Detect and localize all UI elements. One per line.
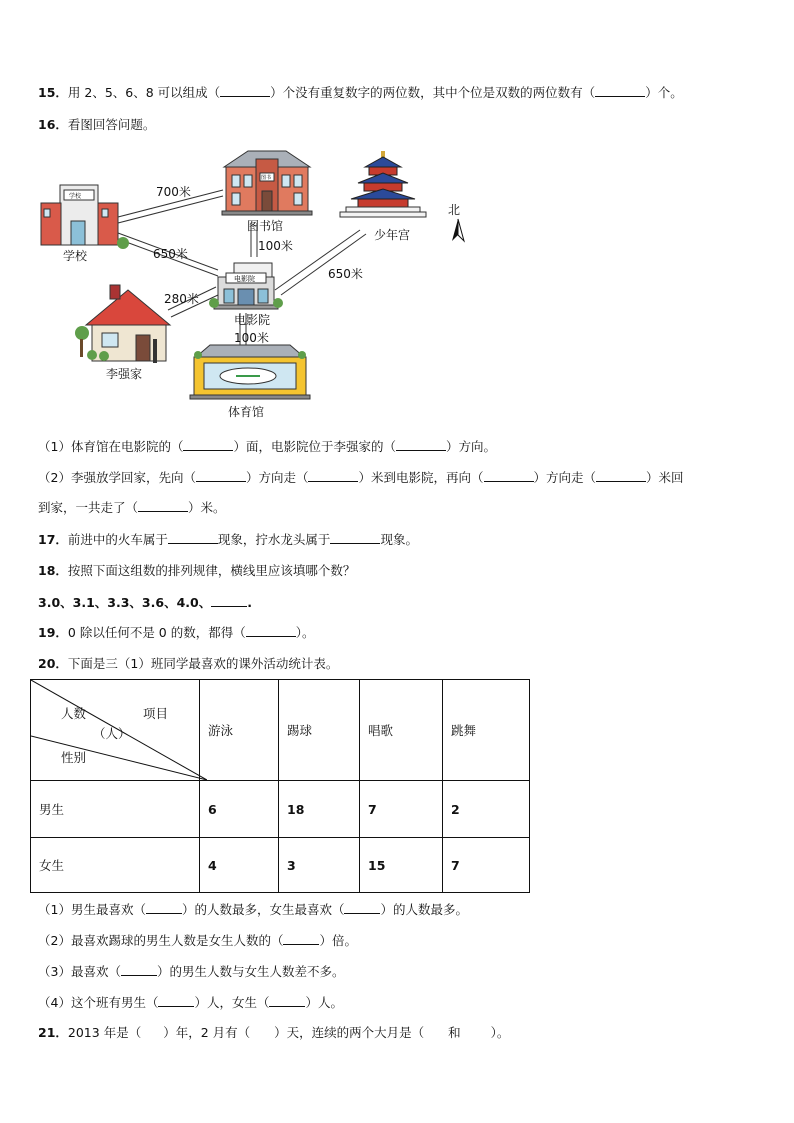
question-text: 看图回答问题。: [67, 117, 156, 132]
question-text: ）。: [295, 625, 315, 640]
question-text: ）方向走（: [245, 470, 309, 485]
question-text: ）方向。: [445, 439, 496, 454]
column-header: 踢球: [279, 680, 360, 781]
question-text: （1）男生最喜欢（: [38, 902, 146, 917]
corner-item-label: 项目: [143, 706, 169, 721]
question-text: 下面是三（1）班同学最喜欢的课外活动统计表。: [67, 656, 339, 671]
answer-blank[interactable]: [246, 624, 296, 637]
question-18: [38, 563, 355, 579]
table-cell: 4: [200, 838, 279, 893]
table-cell: 7: [360, 781, 443, 838]
map-figure: [38, 145, 478, 420]
answer-blank[interactable]: [183, 438, 233, 451]
school-sign: 学校: [69, 193, 82, 200]
question-15: [38, 84, 683, 101]
answer-blank[interactable]: [308, 469, 358, 482]
map-drawing: [38, 145, 478, 420]
answer-blank[interactable]: [121, 963, 157, 976]
question-16-part-2: [38, 469, 684, 486]
question-text: 按照下面这组数的排列规律，横线里应该填哪个数？: [67, 563, 356, 578]
home-icon: [75, 285, 170, 363]
question-16-part-1: [38, 438, 496, 455]
question-text: ）个。: [645, 85, 683, 100]
table-header-row: [31, 680, 530, 781]
question-16: [38, 117, 155, 133]
column-header: 游泳: [200, 680, 279, 781]
question-text: ）倍。: [319, 933, 357, 948]
answer-blank[interactable]: [596, 469, 646, 482]
question-text: 2013 年是（: [67, 1025, 142, 1040]
table-cell: 18: [279, 781, 360, 838]
question-number: 19．: [38, 625, 68, 640]
row-label: 女生: [31, 838, 200, 893]
question-number: 20．: [38, 656, 68, 671]
place-label-school: 学校: [63, 249, 88, 263]
answer-blank[interactable]: [168, 531, 218, 544]
question-20-part-3: [38, 963, 344, 980]
gym-icon: [190, 345, 310, 399]
question-20-part-2: [38, 932, 357, 949]
question-text: 用 2、5、6、8 可以组成（: [67, 85, 221, 100]
question-text: ）个没有重复数字的两位数，其中个位是双数的两位数有（: [270, 85, 596, 100]
question-text: ）人，女生（: [194, 995, 270, 1010]
question-18-sequence: [38, 594, 252, 611]
table-corner-cell: [31, 680, 200, 781]
question-21: [38, 1025, 509, 1041]
answer-blank[interactable]: [211, 594, 247, 607]
table-row: [31, 838, 530, 893]
distance-cinema-gym: 100米: [234, 331, 269, 345]
distance-home-cinema: 280米: [164, 292, 199, 306]
question-number: 21．: [38, 1025, 68, 1040]
question-text: ）面，电影院位于李强家的（: [233, 439, 396, 454]
distance-palace-cinema: 650米: [328, 267, 363, 281]
question-text: （4）这个班有男生（: [38, 995, 159, 1010]
question-text: （3）最喜欢（: [38, 964, 121, 979]
question-text: 和: [448, 1025, 461, 1040]
answer-blank[interactable]: [146, 901, 182, 914]
question-text: ）米。: [188, 500, 226, 515]
question-19: [38, 624, 315, 641]
question-number: 15．: [38, 85, 68, 100]
corner-gender-label: 性别: [61, 750, 87, 765]
question-text: ）年，2 月有（: [163, 1025, 251, 1040]
north-arrow-icon: [452, 219, 464, 241]
question-20: [38, 656, 338, 672]
question-text: ）人。: [305, 995, 343, 1010]
question-text: ）天，连续的两个大月是（: [274, 1025, 425, 1040]
answer-blank[interactable]: [344, 901, 380, 914]
question-text: ）米到电影院，再向（: [358, 470, 484, 485]
question-text: 到家，一共走了（: [38, 500, 139, 515]
answer-blank[interactable]: [158, 994, 194, 1007]
question-number: 18．: [38, 563, 68, 578]
palace-icon: [340, 151, 426, 217]
question-text: ）米回: [646, 470, 684, 485]
place-label-cinema: 电影院: [234, 313, 271, 327]
north-label: 北: [448, 203, 461, 217]
place-label-gym: 体育馆: [228, 405, 265, 419]
answer-blank[interactable]: [196, 469, 246, 482]
corner-unit-label: （人）: [93, 726, 131, 741]
question-text: （2）李强放学回家，先向（: [38, 470, 196, 485]
school-icon: [41, 185, 129, 249]
answer-blank[interactable]: [269, 994, 305, 1007]
question-text: ）的人数最多，女生最喜欢（: [181, 902, 345, 917]
answer-blank[interactable]: [283, 932, 319, 945]
table-row: [31, 781, 530, 838]
table-cell: 7: [443, 838, 530, 893]
question-text: ）的人数最多。: [380, 902, 468, 917]
answer-blank[interactable]: [330, 531, 380, 544]
question-number: 17．: [38, 532, 68, 547]
answer-blank[interactable]: [138, 499, 188, 512]
table-cell: 3: [279, 838, 360, 893]
library-icon: [222, 151, 312, 215]
answer-blank[interactable]: [396, 438, 446, 451]
answer-blank[interactable]: [484, 469, 534, 482]
cinema-sign: 电影院: [234, 275, 255, 283]
question-17: [38, 531, 418, 548]
question-text: 0 除以任何不是 0 的数，都得（: [67, 625, 246, 640]
distance-school-library: 700米: [156, 185, 191, 199]
place-label-palace: 少年宫: [374, 228, 411, 242]
question-text: ）方向走（: [533, 470, 597, 485]
question-20-part-4: [38, 994, 343, 1011]
question-text: 前进中的火车属于: [67, 532, 168, 547]
question-text: 现象。: [380, 532, 418, 547]
table-cell: 6: [200, 781, 279, 838]
question-20-part-1: [38, 901, 468, 918]
cinema-icon: [209, 263, 283, 309]
distance-library-cinema: 100米: [258, 239, 293, 253]
question-text: （2）最喜欢踢球的男生人数是女生人数的（: [38, 933, 284, 948]
activity-table: [30, 679, 530, 893]
table-cell: 15: [360, 838, 443, 893]
corner-people-label: 人数: [61, 706, 87, 721]
question-16-part-2-cont: [38, 499, 226, 516]
place-label-home: 李强家: [106, 367, 143, 381]
distance-school-cinema: 650米: [153, 247, 188, 261]
question-text: 现象，拧水龙头属于: [217, 532, 331, 547]
column-header: 唱歌: [360, 680, 443, 781]
question-text: ）的男生人数与女生人数差不多。: [156, 964, 345, 979]
sequence-end: .: [247, 595, 252, 610]
question-text: ）。: [490, 1025, 510, 1040]
column-header: 跳舞: [443, 680, 530, 781]
question-number: 16．: [38, 117, 68, 132]
number-sequence: 3.0、3.1、3.3、3.6、4.0、: [38, 595, 212, 610]
answer-blank[interactable]: [595, 84, 645, 97]
answer-blank[interactable]: [220, 84, 270, 97]
row-label: 男生: [31, 781, 200, 838]
table-cell: 2: [443, 781, 530, 838]
place-label-library: 图书馆: [247, 219, 284, 233]
library-sign: 图书: [261, 175, 272, 181]
question-text: （1）体育馆在电影院的（: [38, 439, 184, 454]
